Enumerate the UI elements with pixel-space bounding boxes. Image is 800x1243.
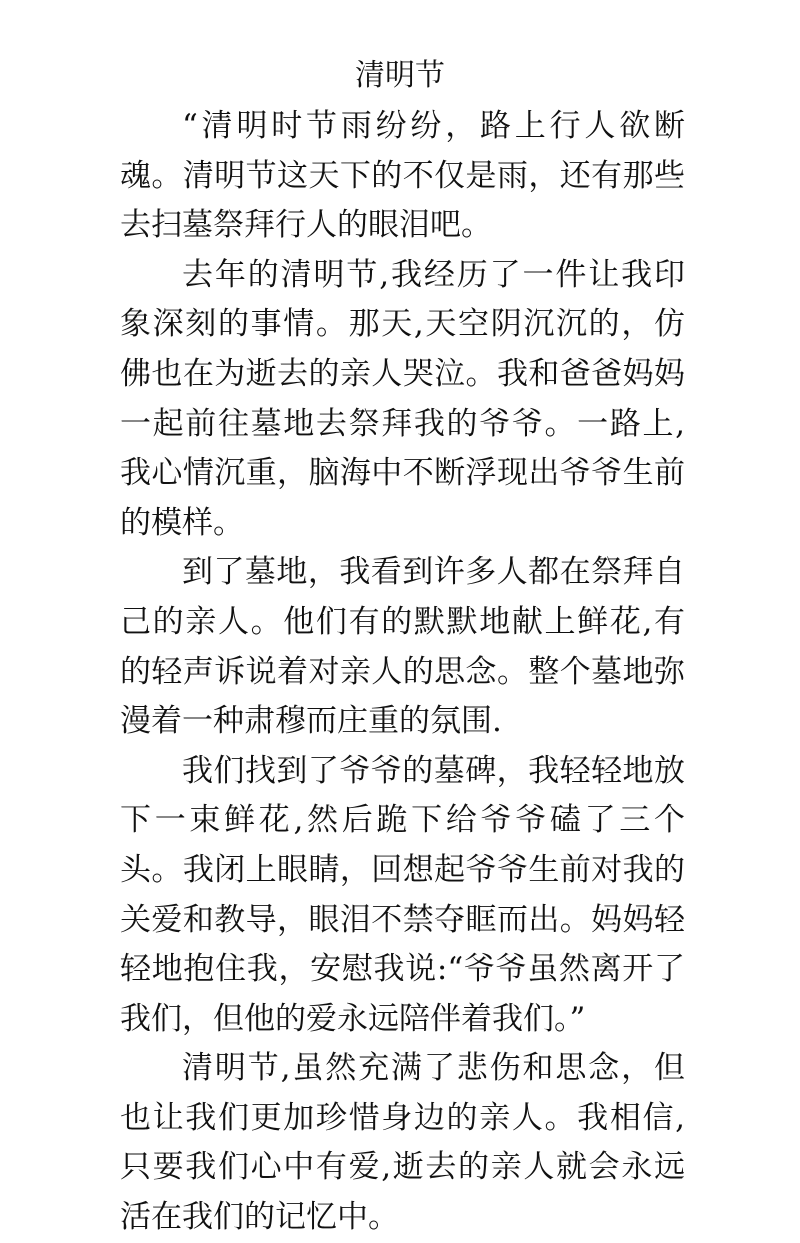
paragraph-3: 到了墓地，我看到许多人都在祭拜自己的亲人。他们有的默默地献上鲜花,有的轻声诉说着对亲人的思念。整个墓地弥漫着一种肃穆而庄重的氛围. xyxy=(120,554,685,740)
paragraph-1: “清明时节雨纷纷，路上行人欲断魂。清明节这天下的不仅是雨，还有那些去扫墓祭拜行人的眼泪吧。 xyxy=(120,108,685,244)
paragraph-5: 清明节,虽然充满了悲伤和思念，但也让我们更加珍惜身边的亲人。我相信,只要我们心中有爱,逝去的亲人就会永远活在我们的记忆中。 xyxy=(120,1050,685,1236)
paragraph-4: 我们找到了爷爷的墓碑，我轻轻地放下一束鲜花,然后跪下给爷爷磕了三个头。我闭上眼睛，回想起爷爷生前对我的关爱和教导，眼泪不禁夺眶而出。妈妈轻轻地抱住我，安慰我说:“爷爷虽然离开了我们，但他的爱永远陪伴着我们。” xyxy=(120,752,685,1037)
document-body xyxy=(120,102,685,1243)
paragraph-2: 去年的清明节,我经历了一件让我印象深刻的事情。那天,天空阴沉沉的，仿佛也在为逝去的亲人哭泣。我和爸爸妈妈一起前往墓地去祭拜我的爷爷。一路上,我心情沉重，脑海中不断浮现出爷爷生前的模样。 xyxy=(120,256,685,541)
document-title: 清明节 xyxy=(355,58,445,93)
